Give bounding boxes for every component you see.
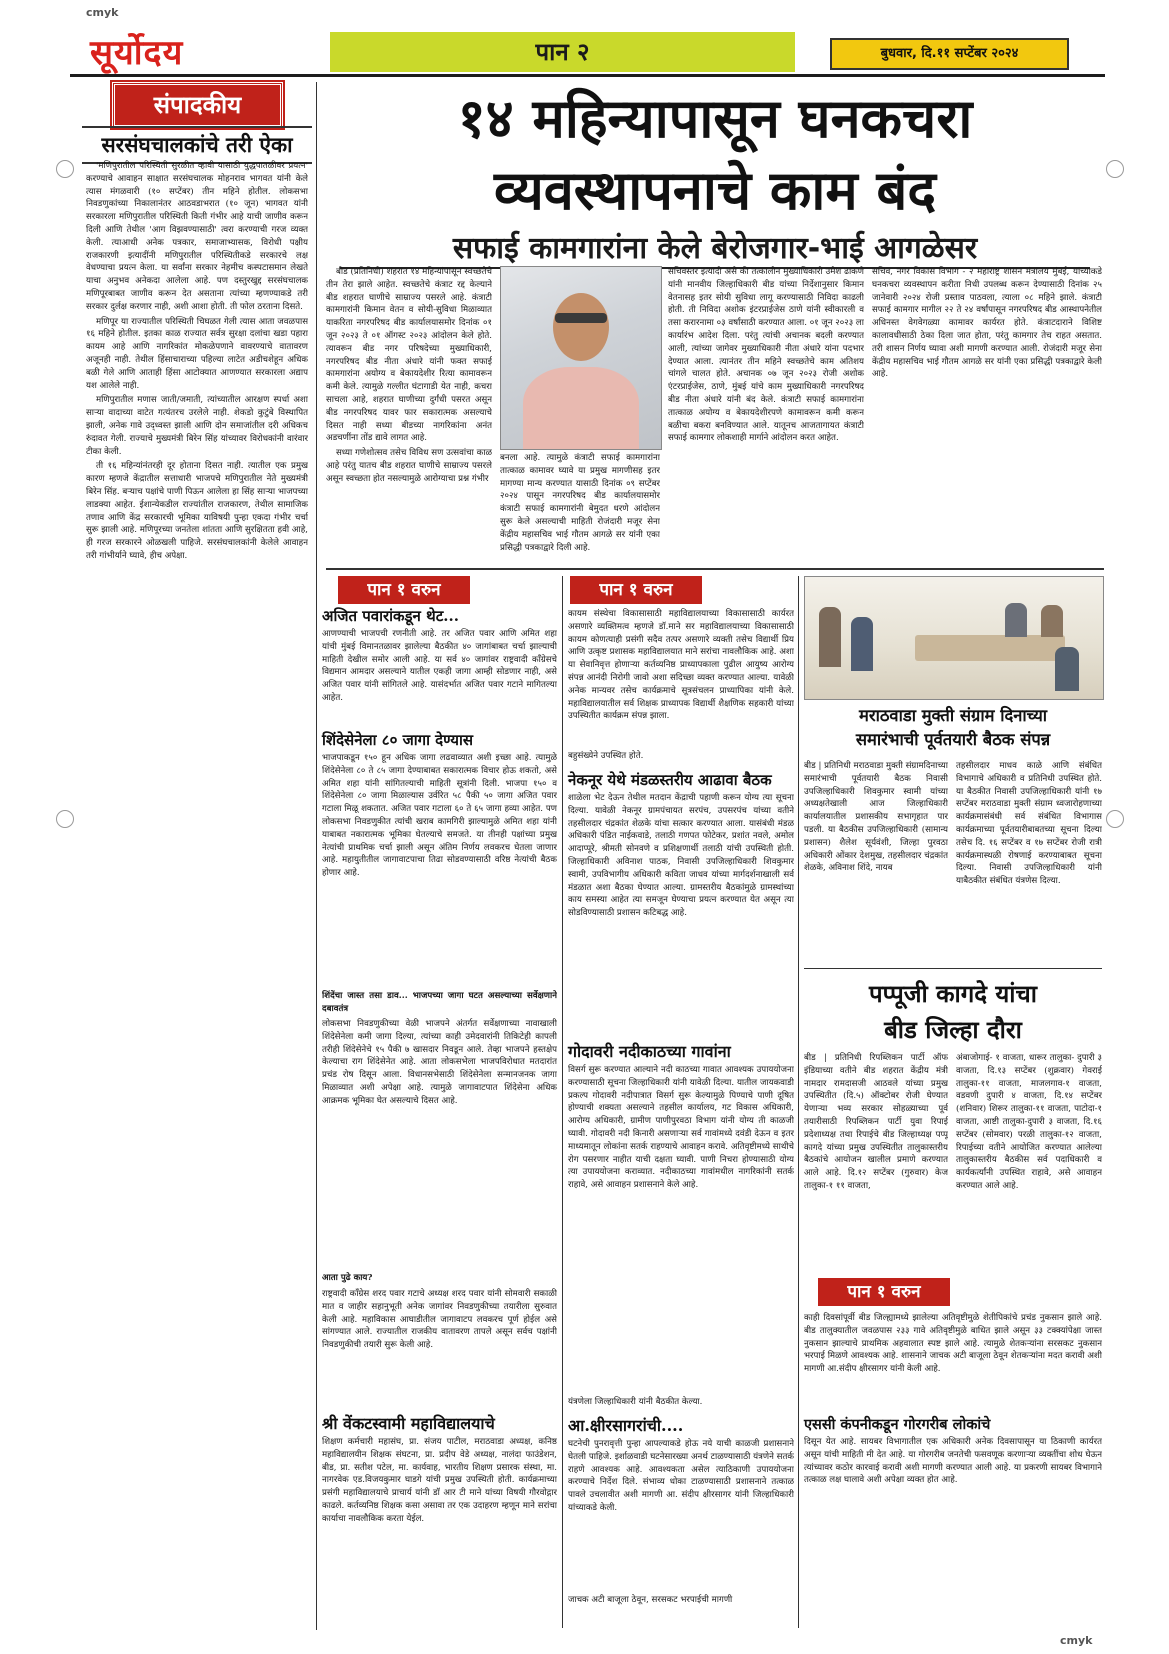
pappuji-headline-line1: पप्पूजी कागदे यांचा (869, 979, 1037, 1008)
lead-subhead: सफाई कामगारांना केले बेरोजगार-भाई आगळेसर (340, 226, 1090, 269)
necknoor-title: नेकनूर येथे मंडळस्तरीय आढावा बैठक (568, 771, 772, 789)
continued-tag: पान १ वरुन (338, 576, 470, 604)
continued-tag: पान १ वरुन (818, 1278, 950, 1306)
person-head (553, 293, 609, 361)
vyankatswami-text: शिक्षण कर्मचारी महासंघ, प्रा. संजय पाटील, मराठवाडा अध्यक्ष, कनिष्ठ महाविद्यालयीन शिक्षक संघटना, प्रा. प्रदीप वेडे अध्यक्ष, नालंदा फाउंडेशन, बीड, प्रा. सतीश पटेल, मा. कार्यवाह, भारतीय शिक्षण प्रसारक संस्था, मा. नागरवेक एड.विजयकुमार घाडगे यांची प्रमुख उपस्थिती होती. कार्यक्रमाच्या प्रसंगी महाविद्यालयाचे प्राचार्य यांनी डॉ आर टी माने यांच्या विषयी गौरवोद्गार काढले. कर्तव्यनिष्ठ शिक्षक कसा असावा तर एक उदाहरण म्हणून माने सरांचा कार्याचा नावलौकिक करता येईल. (322, 1437, 557, 1524)
ajit-subhead-2: शिंदेंचा जास्त तसा डाव... भाजपच्या जागा घटत असल्याच्या सर्वेक्षणाने दबावतंत्र (322, 991, 557, 1014)
lead-column-3: सचिवस्तर इत्यादी असे की तत्कालीन मुख्याधिकारी उमेश ढाकणे यांनी मानवीय जिल्हाधिकारी बीड यांच्या निर्देशानुसार किमान वेतनासह इतर सोयी सुविधा लागू करण्यासाठी निविदा काढली होती. ती निविदा अशोक इंटरप्राईजेस ठाणे यांनी स्वीकारली व तसा करारनामा ०३ वर्षांसाठी करण्यात आला. ०१ जून २०२३ ला कार्यारंभ आदेश दिला. परंतु त्यांची अचानक बदली करण्यात आली, त्यांच्या जागेवर मुख्याधिकारी नीता अंधारे यांना पदभार देण्यात आला. त्यानंतर तीन महिने स्वच्छतेचे काम अतिशय चांगले चालत होते. अचानक ०७ जून २०२३ रोजी अशोक एंटरप्राईजेस, ठाणे, मुंबई यांचे काम मुख्याधिकारी नगरपरिषद बीड नीता अंधारे यांनी बंद केले. कंत्राटी सफाई कामगारांना तात्काळ अयोग्य व बेकायदेशीरपणे कामावरून कमी करून बळीचा बकरा बनविण्यात आले. यातूनच आजतागायत कंत्राटी सफाई कामगार लोकशाही मार्गाने आंदोलन करत आहेत. (668, 267, 864, 444)
attendee (1041, 605, 1063, 637)
editorial-tag: संपादकीय (112, 82, 283, 128)
attendee (819, 607, 841, 667)
ajit-text-3: लोकसभा निवडणुकीच्या वेळी भाजपने अंतर्गत सर्वेक्षणाच्या नावाखाली शिंदेसेनेला कमी जागा दिल्या, त्यांच्या काही उमेदवारांनी तिकिटेही कापली तरीही शिंदेसेनेचे १५ पैकी ७ खासदार निवडून आले. तेव्हा भाजपने हस्तक्षेप केल्याचा राग शिंदेसेनेत आहे. आता लोकसभेला भाजपविरोधात मतदारांत प्रचंड रोष दिसून आला. विधानसभेसाठी शिंदेसेनेला सन्मानजनक जागा मिळाव्यात अशी अपेक्षा आहे. त्यामुळे जागावाटपात शिंदेसेना अधिक आक्रमक भूमिका घेत असल्याचे दिसत आहे. (322, 1019, 557, 1106)
ajit-title: अजित पवारांकडून थेट... (322, 607, 459, 625)
newspaper-logo: सूर्योदय (90, 33, 184, 73)
ativrushti-text: काही दिवसांपूर्वी बीड जिल्ह्यामध्ये झालेल्या अतिवृष्टीमुळे शेतीपिकांचे प्रचंड नुकसान झाले आहे. बीड तालुक्यातील जवळपास २३३ गावे अतिवृष्टीमुळे बाधित झाले असून ३३ टक्क्यांपेक्षा जास्त नुकसान झाल्याचे प्राथमिक अहवालात स्पष्ट झाले आहे. त्यामुळे शेतकऱ्यांना सरसकट नुकसान भरपाई मिळणे आवश्यक आहे. शासनाने जाचक अटी बाजूला ठेवून शेतकऱ्यांना मदत करावी अशी मागणी आ.संदीप क्षीरसागर यांनी केली आहे. (804, 1313, 1102, 1375)
attendee (1005, 603, 1027, 637)
godavari-text-end: यंत्रणेला जिल्हाधिकारी यांनी बैठकीत केल्या. (568, 1397, 703, 1407)
registration-mark (56, 810, 74, 828)
registration-mark (1106, 160, 1124, 178)
lead-headline-line2: व्यवस्थापनाचे काम बंद (493, 158, 936, 222)
pappuji-column-1: बीड | प्रतिनिधी रिपब्लिकन पार्टी ऑफ इंडियाच्या वतीने बीड शहरात केंद्रीय मंत्री नामदार रामदासजी आठवले यांच्या प्रमुख उपस्थितीत (दि.५) ऑक्टोबर रोजी घेण्यात येणाऱ्या भव्य सरकार सोहळ्याच्या पूर्व तयारीसाठी रिपब्लिकन पार्टी युवा रिपाई प्रदेशाध्यक्ष तथा रिपाईचे बीड जिल्हाध्यक्ष पप्पू कागदे यांच्या प्रमुख उपस्थितीत तालुकास्तरीय बैठकांचे आयोजन खालील प्रमाणे करण्यात आले आहे. दि.१२ सप्टेंबर (गुरुवार) केज तालुका-१ ११ वाजता, (804, 1053, 948, 1191)
college-text-end: बहुसंख्येने उपस्थित होते. (568, 751, 644, 761)
spectacles (555, 313, 607, 323)
lead-headline-line1: १४ महिन्यापासून घनकचरा (457, 86, 973, 150)
necknoor-text: शाळेला भेट देऊन तेथील मतदान केंद्राची पहाणी करून योग्य त्या सूचना दिल्या. यावेळी नेकनूर ग्रामपंचायत सरपंच, उपसरपंच यांच्या वतीने तहसीलदार चंद्रकांत शेळके यांचा सत्कार करण्यात आला. यासंबंधी मंडळ अधिकारी पंडित नाईकवाडे, तलाठी गणपत फोटेकर, प्रशांत नवले, अमोल आदाप्पूरे, श्रीमती सोनवणे व प्रशिक्षणार्थी तलाठी यांची उपस्थिती होती. जिल्हाधिकारी अविनाश पाठक, निवासी उपजिल्हाधिकारी शिवकुमार स्वामी, उपविभागीय अधिकारी कविता जाधव यांच्या मार्गदर्शनाखाली सर्व मंडळात अशा बैठका घेण्यात आल्या. ग्रामस्तरीय बैठकांमुळे ग्रामस्थांच्या काय समस्या आहेत त्या समजून घेण्याचा प्रयत्न करण्यात येत असून त्या सोडविण्यासाठी प्रशासन कटिबद्ध आहे. (568, 793, 794, 919)
lead-headline (325, 82, 1105, 226)
ativrushti-subhead: एससी कंपनीकडून गोरगरीब लोकांचे (804, 1416, 991, 1433)
person-body (523, 367, 639, 450)
continued-tag: पान १ वरुन (570, 576, 702, 604)
column-divider (798, 576, 799, 1628)
godavari-title: गोदावरी नदीकाठच्या गावांना (568, 1042, 731, 1061)
pappuji-headline (804, 976, 1102, 1048)
college-text: कायम संस्थेचा विकासासाठी महाविद्यालयाच्या विकासासाठी कार्यरत असणारे व्यक्तिमत्व म्हणजे डॉ.माने सर महाविद्यालयाच्या विकासासाठी कायम कोणत्याही प्रसंगी सदैव तत्पर असणारे व्यक्ती तसेच विद्यार्थी प्रिय आणि उत्कृष्ट प्रशासक महाविद्यालयात माने सरांचा नावलौकिक आहे. अशा या सेवानिवृत्त होणाऱ्या कर्तव्यनिष्ठ प्राध्यापकाला पुढील आयुष्य आरोग्य संपन्न आनंदी निरोगी जावो अशा सदिच्छा व्यक्त करण्यात आल्या. यावेळी अनेक मान्यवर तसेच कार्यक्रमाचे सूत्रसंचलन प्राध्यापिका यांनी केले. महाविद्यालयातील सर्व शिक्षक प्राध्यापक विद्यार्थी शैक्षणिक सहकारी यांच्या उपस्थितीत कार्यक्रम संपन्न झाला. (568, 609, 794, 722)
attendee (851, 617, 873, 671)
registration-mark (1106, 810, 1124, 828)
meeting-column-2: तहसीलदार माधव काळे आणि संबंधित विभागाचे अधिकारी व प्रतिनिधी उपस्थित होते. या बैठकीत निवासी उपजिल्हाधिकारी यांनी १७ सप्टेंबर मराठवाडा मुक्ती संग्राम ध्वजारोहणाच्या कार्यक्रमासंबंधी सर्व संबंधित विभागास कार्यक्रमाच्या पूर्वतयारीबाबतच्या सूचना दिल्या तसेच दि. १६ सप्टेंबर व १७ सप्टेंबर रोजी रात्री कार्यक्रमास्थळी रोषणाई करण्याबाबत सूचना दिल्या. निवासी उपजिल्हाधिकारी यांनी याबैठकीत संबंधित यंत्रणेस दिल्या. (956, 761, 1102, 887)
meeting-headline-line1: मराठवाडा मुक्ती संग्राम दिनाच्या (858, 706, 1048, 725)
kshirsagar-title: आ.क्षीरसागरांची.... (568, 1416, 684, 1435)
editorial-paragraph: 'मणिपुरातील परिस्थिती सुरळीत व्हावी यासाठी युद्धपातळीवर प्रयत्न' करण्याचे आवाहन साक्षात सरसंघचालक मोहनराव भागवत यांनी केले त्यास मंगळवारी (१० सप्टेंबर) तीन महिने होतील. लोकसभा निवडणुकांच्या निकालानंतर आठवडाभरात (१० जून) भागवत यांनी सरकारला मणिपुरातील परिस्थिती किती गंभीर आहे याची जाणीव करून दिली आणि तेथील 'आग विझवण्यासाठी' त्वरा करण्याची गरज व्यक्त केली. त्याआधी अनेक पत्रकार, समाजाभ्यासक, विरोधी पक्षीय राजकारणी इत्यादींनी मणिपुरातील परिस्थितीकडे सरकारचे लक्ष वेधण्याचा प्रयत्न केला. या सर्वांना सरकार नेहमीच कस्पटासमान लेखते याचा अनुभव अनेकदा आलेला आहे. पण दस्तुरखुद्द सरसंघचालक मणिपूरबाबत जाणीव करून देत असताना त्यांच्या म्हणण्याकडे तरी सरकार दुर्लक्ष करणार नाही, अशी आशा होती. ती फोल ठरताना दिसते. (86, 161, 308, 312)
ajit-subhead-1: शिंदेसेनेला ८० जागा देण्यास (322, 731, 473, 749)
print-mark-bottom: cmyk (1060, 1634, 1093, 1647)
registration-mark (56, 160, 74, 178)
editorial-paragraph: ती १६ महिन्यांनंतरही दूर होताना दिसत नाही. त्यातील एक प्रमुख कारण म्हणजे केंद्रातील सत्ताधारी भाजपचे मणिपुरातील नेते मुख्यमंत्री बिरेन सिंह. बऱ्याच पक्षांचे पाणी पिऊन आलेला हा सिंह साऱ्या भाजपच्या लाडक्या आहेत. ईशान्येकडील राज्यांतील राजकारण, तेथील सामाजिक तणाव आणि केंद्र सरकारची भूमिका याविषयी पुन्हा एकदा गंभीर चर्चा सुरू झाली आहे. मणिपूरच्या जनतेला शांतता आणि सुरक्षितता हवी आहे, ही गरज सरकारने ओळखली पाहिजे. सरसंघचालकांनी केलेले आवाहन तरी गांभीर्याने घ्यावे, हीच अपेक्षा. (86, 461, 308, 561)
lead-photo (500, 266, 662, 450)
column-divider (316, 82, 317, 1630)
editorial-paragraph: मणिपूर या राज्यातील परिस्थिती चिघळत गेली त्यास आता जवळपास १६ महिने होतील. इतका काळ राज्यात सर्वत्र सुरक्षा दलांचा खडा पहारा कायम आहे आणि नागरिकांत मोकळेपणाने वावरण्याचे वातावरण अजूनही नाही. तेथील हिंसाचाराच्या पहिल्या लाटेत अडीचशेहून अधिक बळी गेले आणि आताही हिंसा आटोक्यात आणण्यात सरकारला अद्याप यश आलेले नाही. (86, 316, 308, 391)
attendee (1055, 647, 1079, 691)
editorial-paragraph: मणिपुरातील मणास जाती/जमाती, त्यांच्यातील आरक्षण स्पर्धा अशा साऱ्या वादाच्या वाटेत गत्यंतरच उरलेले नाही. शेकडो कुटुंबे विस्थापित झाली, अनेक गावे उद्ध्वस्त झाली आणि दोन समाजांतील दरी अधिकच रुंदावत गेली. राज्याचे मुख्यमंत्री बिरेन सिंह यांच्यावर विरोधकांनी वारंवार टीका केली. (86, 395, 308, 457)
lead-bottom-rule (326, 568, 1104, 570)
lead-text: बीड (प्रतिनिधी) शहरात १४ महिन्यांपासून स्वच्छतेचे तीन तेरा झाले आहेत. स्वच्छतेचे कंत्राट रद्द केल्याने बीड शहरात घाणीचे साम्राज्य पसरले आहे. कंत्राटी कामगारांनी किमान वेतन व सोयी-सुविधा मिळाव्यात याकरिता नगरपरिषद बीड कार्यालयासमोर दिनांक ०१ जून २०२३ ते ०१ ऑगस्ट २०२३ आंदोलन केले होते. त्यावरून बीड नगर परिषदेच्या मुख्याधिकारी, नगरपरिषद बीड नीता अंधारे यांनी फक्त सफाई कामगारांना अयोग्य व बेकायदेशीर रित्या कामावरून कमी केले. त्यामुळे गल्लीत घंटागाडी येत नाही, कचरा साचला आहे, शहरात घाणीच्या दुर्गंधी पसरत असून बीड नगरपरिषद यावर फार सकारात्मक असल्याचे दिसत नाही सध्या बीडच्या नागरिकांना अनंत अडचणींना तोंड द्यावे लागत आहे. (326, 267, 492, 444)
pappuji-column-2: अंबाजोगाई- १ वाजता, धारूर तालुका- दुपारी ३ वाजता, दि.१३ सप्टेंबर (शुक्रवार) गेवराई तालुका-११ वाजता, माजलगाव-१ वाजता, वडवणी दुपारी ४ वाजता, दि.१४ सप्टेंबर (शनिवार) शिरूर तालुका-११ वाजता, पाटोदा-१ वाजता, आष्टी तालुका-दुपारी ३ वाजता, दि.१६ सप्टेंबर (सोमवार) परळी तालुका-१२ वाजता, रिपाईच्या वतीने आयोजित करण्यात आलेल्या तालुकास्तरीय बैठकीस सर्व पदाधिकारी व कार्यकर्त्यांनी उपस्थित राहावे, असे आवाहन करण्यात आले आहे. (956, 1053, 1102, 1191)
editorial-body (86, 160, 308, 1628)
ajit-text-4: राष्ट्रवादी काँग्रेस शरद पवार गटाचे अध्यक्ष शरद पवार यांनी सोमवारी सकाळी मात व जाहीर सहानुभूती अनेक जागांवर निवडणुकीच्या तयारीला सुरुवात केली आहे. महाविकास आघाडीतील जागावाटप लवकरच पूर्ण होईल असे सांगण्यात आले. राज्यातील राजकीय वातावरण तापले असून सर्वच पक्षांनी निवडणुकीची तयारी सुरू केली आहे. (322, 1289, 557, 1351)
vyankatswami-title: श्री वेंकटस्वामी महाविद्यालयाचे (322, 1414, 495, 1433)
section-rule (804, 968, 1102, 969)
column-divider (562, 576, 563, 1628)
lead-column-1 (326, 266, 492, 564)
meeting-photo (804, 576, 1104, 700)
kshirsagar-text-end: जाचक अटी बाजूला ठेवून, सरसकट भरपाईची मागणी (568, 1595, 733, 1605)
pappuji-headline-line2: बीड जिल्हा दौरा (884, 1015, 1022, 1044)
ajit-subhead-3: आता पुढे काय? (322, 1273, 373, 1283)
lead-text: सध्या गणेशोत्सव तसेच विविध सण उत्सवांचा काळ आहे परंतु यातच बीड शहरात घाणीचे साम्राज्य पसरले असून स्वच्छता होत नसल्यामुळे आरोग्याचा प्रश्न गंभीर (326, 448, 492, 484)
ajit-text: आणण्याची भाजपची रणनीती आहे. तर अजित पवार आणि अमित शहा यांची मुंबई विमानतळावर झालेल्या बैठकीत ४० जागांबाबत चर्चा झाल्याची माहिती देखील समोर आली आहे. या सर्व ४० जागांवर राष्ट्रवादी काँग्रेसचे विद्यमान आमदार असल्याने यातील एकही जागा आम्ही सोडणार नाही, असे अजित पवार यांनी सांगितले आहे. यासंदर्भात अजित पवार गटाने मागितल्या आहेत. (322, 629, 557, 703)
kshirsagar-text: घटनेची पुनरावृत्ती पुन्हा आपल्याकडे होऊ नये याची काळजी प्रशासनाने घेतली पाहिजे. इर्शाळवाडी घटनेसारख्या अनर्थ टाळण्यासाठी यंत्रणेने सतर्क राहणे आवश्यक आहे. आवश्यकता असेल त्याठिकाणी उपाययोजना करण्याचे निर्देश दिले. संभाव्य धोका टाळण्यासाठी प्रशासनाने तत्काळ पावले उचलावीत अशी मागणी आ. संदीप क्षीरसागर यांनी जिल्हाधिकारी यांच्याकडे केली. (568, 1439, 794, 1513)
meeting-column-1: बीड | प्रतिनिधी मराठवाडा मुक्ती संग्रामदिनाच्या समारंभाची पूर्वतयारी बैठक निवासी उपजिल्हाधिकारी शिवकुमार स्वामी यांच्या अध्यक्षतेखाली आज जिल्हाधिकारी कार्यालयातील प्रशासकीय सभागृहात पार पडली. या बैठकीस उपजिल्हाधिकारी (सामान्य प्रशासन) शैलेश सूर्यवंशी, जिल्हा पुरवठा अधिकारी ओंकार देशमुख, तहसीलदार चंद्रकांत शेळके, अविनाश शिंदे, नायब (804, 761, 948, 874)
godavari-text: विसर्ग सुरू करण्यात आल्याने नदी काठच्या गावात आवश्यक उपाययोजना करण्यासाठी सूचना जिल्हाधिकारी यांनी यावेळी दिल्या. यातील जायकवाडी प्रकल्प गोदावरी नदीपात्रात विसर्ग सुरू केल्यामुळे पिण्याचे पाणी दूषित होण्याची शक्यता असल्याने तहसील कार्यालय, गट विकास अधिकारी, आरोग्य अधिकारी, ग्रामीण पाणीपुरवठा विभाग यांनी योग्य ती काळजी घ्यावी. गोदावरी नदी किनारी असणाऱ्या सर्व गावांमध्ये दवंडी देऊन व इतर माध्यमातून लोकांना सतर्क राहण्याचे आवाहन करावे. अतिवृष्टीमध्ये साथीचे रोग पसरणार नाहीत याची दक्षता घ्यावी. पाणी निचरा होण्यासाठी योग्य त्या उपाययोजना कराव्यात. नदीकाठच्या गावांमधील नागरिकांनी सतर्क राहावे, असे आवाहन प्रशासनाने केले आहे. (568, 1065, 794, 1191)
print-mark-top: cmyk (86, 6, 119, 19)
ajit-text-2: भाजपाकडून १५० हून अधिक जागा लढवाव्यात अशी इच्छा आहे. त्यामुळे शिंदेसेनेला ८० ते ८५ जागा देण्याबाबत सकारात्मक विचार होऊ शकतो, असे अमित शहा यांनी सांगितल्याची माहिती सूत्रांनी दिली. भाजपा १५० व शिंदेसेनेला ८० जागा मिळाल्यास उर्वरित ५८ पैकी ५० जागा अजित पवार गटाला मिळू शकतात. अजित पवार गटाला ६० ते ६५ जागा हव्या आहेत. पण लोकसभा निवडणुकीत त्यांची खराब कामगिरी झाल्यामुळे अमित शहा यांनी याबाबत नकारात्मक भूमिका घेतल्याचे समजते. या तीनही पक्षांच्या प्रमुख नेत्यांची प्राथमिक चर्चा झाली असून अंतिम निर्णय लवकरच घेतला जाणार आहे. महायुतीतील जागावाटपाचा तिढा सोडवण्यासाठी वरिष्ठ नेत्यांची बैठक होणार आहे. (322, 753, 557, 879)
meeting-table (915, 635, 1065, 661)
lead-column-4: सचिव, नगर विकास विभाग - २ महाराष्ट्र शासन मंत्रालय मुंबई, यांच्याकडे घनकचरा व्यवस्थापन करीता निधी उपलब्ध करून देण्यासाठी दिनांक २५ जानेवारी २०२४ रोजी प्रस्ताव पाठवला, त्याला ०८ महिने झाले. कंत्राटी सफाई कामगार मागील २२ ते २४ वर्षांपासून नगरपरिषद बीड आस्थापनेतील अधिनस्त वेगवेगळ्या कामावर कार्यरत होते. कंत्राटदाराने विशिष्ट कालावधीसाठी ठेका दिला जात होता, परंतु कामगार तेच राहत असतात. तरी शासन निर्णय घ्यावा अशी मागणी करण्यात आली. रोजंदारी मजूर सेना केंद्रीय महासचिव भाई गौतम आगळे सर यांनी एका प्रसिद्धी पत्रकाद्वारे केली आहे. (872, 267, 1102, 380)
issue-date: बुधवार, दि.११ सप्टेंबर २०२४ (830, 38, 1069, 70)
meeting-headline-line2: समारंभाची पूर्वतयारी बैठक संपन्न (855, 730, 1051, 749)
editorial-title: सरसंघचालकांचे तरी ऐका (82, 126, 312, 164)
ativrushti-text-2: दिसून येत आहे. सायबर विभागातील एक अधिकारी अनेक दिवसापासून या ठिकाणी कार्यरत असून यांची माहिती मी देत आहे. या गोरगरीब जनतेची फसवणूक करणाऱ्या व्यक्तींचा शोध घेऊन त्यांच्यावर कठोर कारवाई करावी अशी मागणी करण्यात आली आहे. या प्रकरणी सायबर विभागाने तत्काळ लक्ष घालावे अशी अपेक्षा व्यक्त होत आहे. (804, 1437, 1102, 1486)
lead-photo-caption: बनला आहे. त्यामुळे कंत्राटी सफाई कामगारांना तात्काळ कामावर घ्यावे या प्रमुख मागणीसह इतर मागण्या मान्य करण्यात यासाठी दिनांक ०९ सप्टेंबर २०२४ पासून नगरपरिषद बीड कार्यालयासमोर कंत्राटी सफाई कामगारांनी बेमुदत धरणे आंदोलन सुरू केले असल्याची माहिती रोजंदारी मजूर सेना केंद्रीय महासचिव भाई गौतम आगळे सर यांनी एका प्रसिद्धी पत्रकाद्वारे दिली आहे. (500, 453, 660, 553)
meeting-headline (804, 704, 1102, 752)
page-label: पान २ (330, 32, 795, 72)
